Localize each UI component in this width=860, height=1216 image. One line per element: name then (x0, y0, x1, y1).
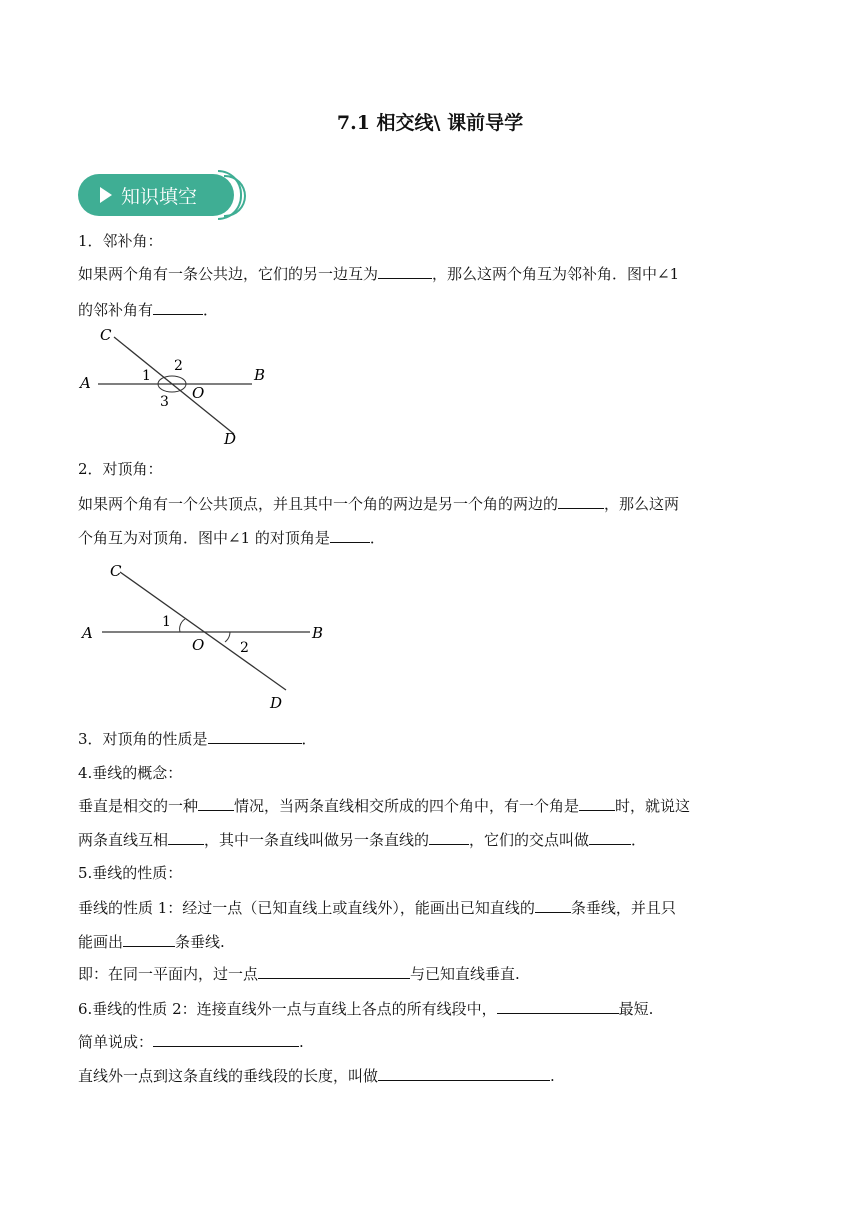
answer-blank[interactable] (429, 828, 469, 845)
section-badge (78, 170, 246, 224)
angle-arc-1 (180, 619, 185, 632)
play-triangle-icon (100, 187, 112, 203)
answer-blank[interactable] (535, 896, 571, 913)
answer-blank[interactable] (153, 298, 203, 315)
label-angle-1: 1 (142, 368, 151, 384)
label-b: B (254, 366, 266, 384)
label-b: B (312, 624, 324, 642)
q1-heading: 1．邻补角： (78, 232, 163, 250)
q6-line2: 简单说成： . (78, 1030, 304, 1052)
answer-blank[interactable] (258, 962, 410, 979)
answer-blank[interactable] (168, 828, 204, 845)
answer-blank[interactable] (330, 526, 370, 543)
answer-blank[interactable] (497, 997, 619, 1014)
line-cd (114, 337, 234, 434)
q4-heading: 4.垂线的概念： (78, 764, 183, 782)
label-d: D (224, 430, 237, 448)
answer-blank[interactable] (579, 794, 615, 811)
label-angle-2: 2 (240, 640, 249, 656)
label-angle-2: 2 (174, 358, 183, 374)
answer-blank[interactable] (153, 1030, 299, 1047)
q2-figure (74, 558, 334, 714)
q5-line1: 垂线的性质 1：经过一点（已知直线上或直线外），能画出已知直线的 条垂线，并且只 (78, 896, 676, 918)
label-a: A (80, 374, 91, 392)
q2-line2: 个角互为对顶角．图中∠1 的对顶角是 ． (78, 526, 385, 548)
label-c: C (110, 562, 122, 580)
answer-blank[interactable] (208, 727, 302, 744)
q5-heading: 5.垂线的性质： (78, 864, 183, 882)
label-angle-3: 3 (160, 394, 169, 410)
label-a: A (82, 624, 93, 642)
q5-line2: 能画出 条垂线. (78, 930, 225, 952)
answer-blank[interactable] (558, 492, 604, 509)
q4-line1: 垂直是相交的一种 情况，当两条直线相交所成的四个角中，有一个角是 时，就说这 (78, 794, 690, 816)
answer-blank[interactable] (123, 930, 175, 947)
q5-line3: 即：在同一平面内，过一点 与已知直线垂直. (78, 962, 520, 984)
label-angle-1: 1 (162, 614, 171, 630)
q4-line2: 两条直线互相 ，其中一条直线叫做另一条直线的 ，它们的交点叫做 ． (78, 828, 646, 850)
line-cd (120, 572, 286, 690)
label-o: O (192, 636, 205, 654)
q3-line: 3．对顶角的性质是 ． (78, 727, 317, 749)
q2-line1: 如果两个角有一个公共顶点，并且其中一个角的两边是另一个角的两边的 ，那么这两 (78, 492, 679, 514)
q1-line1: 如果两个角有一条公共边，它们的另一边互为 ，那么这两个角互为邻补角．图中∠1 (78, 262, 679, 284)
q6-line3: 直线外一点到这条直线的垂线段的长度，叫做 . (78, 1064, 555, 1086)
q6-line1: 6.垂线的性质 2：连接直线外一点与直线上各点的所有线段中， 最短. (78, 997, 653, 1019)
angle-arc-2 (225, 632, 230, 642)
label-d: D (270, 694, 283, 712)
page-title: 7.1 相交线\ 课前导学 (336, 112, 524, 134)
answer-blank[interactable] (198, 794, 234, 811)
section-badge-label: 知识填空 (121, 185, 198, 208)
answer-blank[interactable] (589, 828, 631, 845)
answer-blank[interactable] (378, 262, 432, 279)
label-o: O (192, 384, 205, 402)
q2-heading: 2．对顶角： (78, 460, 163, 478)
q1-figure (74, 322, 274, 448)
answer-blank[interactable] (378, 1064, 550, 1081)
q1-line2: 的邻补角有 ． (78, 298, 218, 320)
label-c: C (100, 326, 112, 344)
